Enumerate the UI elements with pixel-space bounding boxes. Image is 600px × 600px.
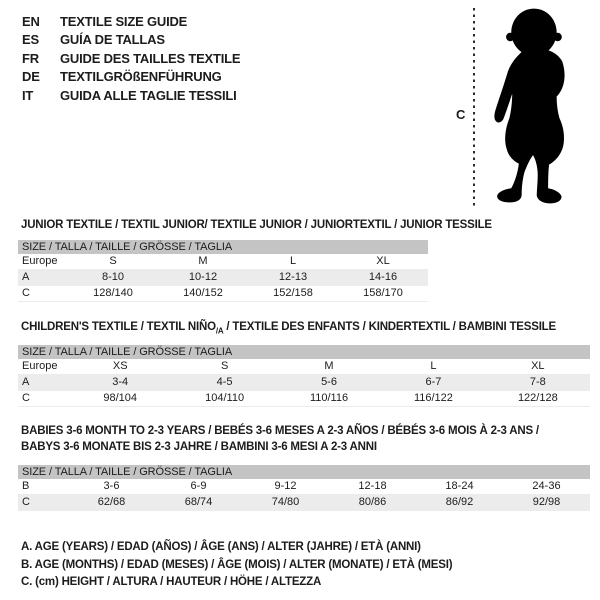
table-cell: 116/122 (413, 392, 453, 404)
table-cell: 152/158 (273, 287, 313, 299)
row-label: B (22, 480, 30, 492)
table-cell: 62/68 (97, 496, 126, 508)
language-row (22, 49, 240, 68)
size-header-row: SIZE / TALLA / TAILLE / GRÖSSE / TAGLIA (18, 465, 590, 479)
table-cell: 3-4 (112, 376, 129, 388)
table-cell: 158/170 (363, 287, 403, 299)
table-cell: 14-16 (368, 271, 398, 283)
row-label: A (22, 271, 30, 283)
table-cell: 92/98 (532, 496, 561, 508)
language-title: GUÍA DE TALLAS (60, 32, 165, 48)
table-row (18, 254, 428, 270)
size-header-row: SIZE / TALLA / TAILLE / GRÖSSE / TAGLIA (18, 345, 590, 359)
section-title-segment: JUNIOR TEXTILE / TEXTIL JUNIOR/ TEXTILE JUNIOR / JUNIORTEXTIL / JUNIOR TESSILE (21, 219, 492, 231)
table-cell: XS (112, 360, 128, 372)
row-label: Europe (22, 255, 58, 267)
table-cell: 98/104 (103, 392, 138, 404)
table-cell: 6-9 (190, 480, 207, 492)
language-title: GUIDE DES TAILLES TEXTILE (60, 50, 241, 66)
table-cell: S (220, 360, 229, 372)
table-cell: 86/92 (445, 496, 474, 508)
footnotes (21, 539, 452, 592)
table-cell: 80/86 (358, 496, 387, 508)
table-cell: 74/80 (271, 496, 300, 508)
section-title-segment: BABIES 3-6 MONTH TO 2-3 YEARS / BEBÉS 3-6 MESES A 2-3 AÑOS / BÉBÉS 3-6 MOIS À 2-3 ANS / (21, 425, 539, 437)
language-code: DE (22, 69, 40, 85)
table-cell: 9-12 (274, 480, 297, 492)
section-title-segment: /A (215, 326, 224, 336)
table-row (18, 391, 590, 407)
language-title: GUIDA ALLE TAGLIE TESSILI (60, 87, 237, 103)
table-cell: L (430, 360, 437, 372)
section-title-children (21, 319, 556, 339)
table-row (18, 495, 590, 511)
table-row (18, 286, 428, 302)
language-row (22, 86, 240, 105)
table-cell: 24-36 (532, 480, 561, 492)
table-row (18, 375, 590, 391)
language-code: FR (22, 50, 39, 66)
row-label: C (22, 496, 30, 508)
section-title-segment: BABYS 3-6 MONATE BIS 2-3 JAHRE / BAMBINI 3-6 MESI A 2-3 ANNI (21, 441, 377, 453)
table-cell: 128/140 (93, 287, 133, 299)
section-title-segment: CHILDREN'S TEXTILE / TEXTIL NIÑO (21, 321, 216, 333)
language-title: TEXTILGRÖßENFÜHRUNG (60, 69, 222, 85)
table-cell: 104/110 (205, 392, 245, 404)
height-measure-label: C (456, 107, 466, 122)
language-row (22, 12, 240, 31)
table-cell: 68/74 (184, 496, 213, 508)
table-row (18, 270, 428, 286)
table-cell: M (198, 255, 208, 267)
table-cell: M (324, 360, 334, 372)
size-table-children (18, 345, 590, 407)
language-code: ES (22, 32, 39, 48)
table-cell: 12-18 (358, 480, 387, 492)
table-cell: S (109, 255, 117, 267)
table-cell: 12-13 (278, 271, 308, 283)
table-cell: 140/152 (183, 287, 223, 299)
table-row (18, 479, 590, 495)
height-measure-line (473, 8, 475, 206)
row-label: C (22, 287, 30, 299)
language-code: EN (22, 13, 40, 29)
footnote: A. AGE (YEARS) / EDAD (AÑOS) / ÂGE (ANS) / ALTER (JAHRE) / ETÀ (ANNI) (21, 541, 421, 553)
section-title-segment: / TEXTILE DES ENFANTS / KINDERTEXTIL / BAMBINI TESSILE (223, 321, 556, 333)
table-cell: 110/116 (309, 392, 349, 404)
table-cell: 4-5 (216, 376, 233, 388)
table-cell: 7-8 (529, 376, 546, 388)
language-row (22, 31, 240, 50)
table-cell: 10-12 (188, 271, 218, 283)
table-cell: 122/128 (517, 392, 558, 404)
table-cell: 6-7 (425, 376, 442, 388)
row-label: Europe (22, 360, 58, 372)
section-title-junior (21, 217, 492, 233)
row-label: C (22, 392, 30, 404)
language-title-list (22, 12, 240, 105)
size-header-row: SIZE / TALLA / TAILLE / GRÖSSE / TAGLIA (18, 240, 428, 254)
language-title: TEXTILE SIZE GUIDE (60, 13, 188, 29)
table-cell: 5-6 (321, 376, 337, 388)
table-cell: L (289, 255, 297, 267)
table-cell: 3-6 (103, 480, 120, 492)
footnote: C. (cm) HEIGHT / ALTURA / HAUTEUR / HÖHE / ALTEZZA (21, 576, 322, 588)
language-code: IT (22, 87, 34, 103)
table-row (18, 359, 590, 375)
size-table-junior (18, 240, 428, 302)
language-row (22, 68, 240, 87)
table-cell: XL (531, 360, 545, 372)
row-label: A (22, 376, 30, 388)
table-cell: XL (376, 255, 390, 267)
size-table-babies (18, 465, 590, 511)
section-title-babies (21, 423, 581, 455)
table-cell: 18-24 (445, 480, 474, 492)
footnote: B. AGE (MONTHS) / EDAD (MESES) / ÂGE (MOIS) / ALTER (MONATE) / ETÀ (MESI) (21, 558, 453, 571)
baby-silhouette-icon (481, 6, 585, 206)
table-cell: 8-10 (101, 271, 125, 283)
